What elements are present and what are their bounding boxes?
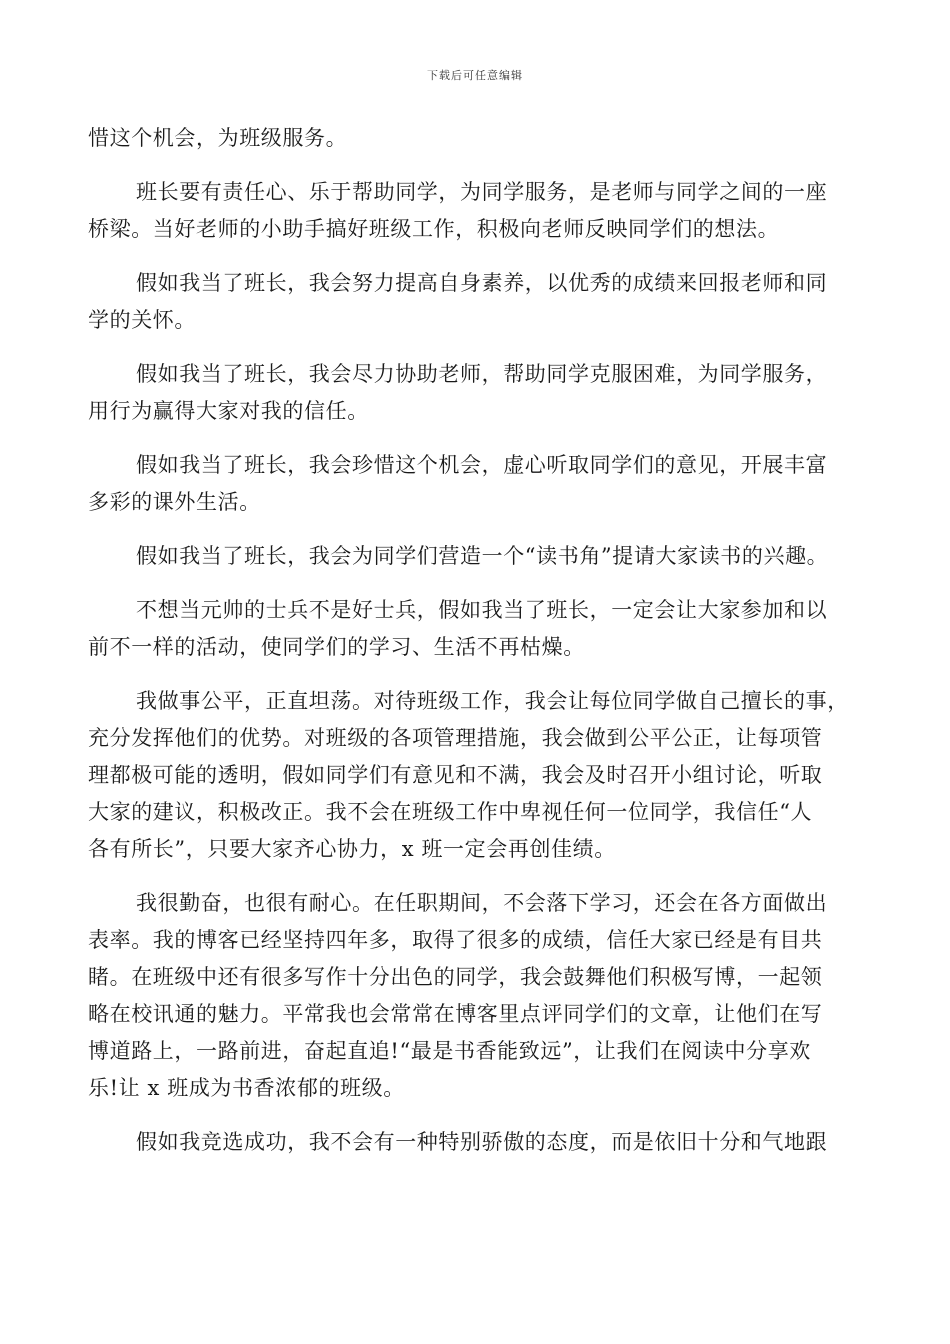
text-line: 我很勤奋，也很有耐心。在任职期间，不会落下学习，还会在各方面做出 [136, 891, 828, 915]
paragraph [88, 356, 864, 430]
text-line: 理都极可能的透明，假如同学们有意见和不满，我会及时召开小组讨论，听取 [88, 763, 823, 787]
text-line: 假如我当了班长，我会努力提高自身素养，以优秀的成绩来回报老师和同 [136, 271, 828, 295]
paragraph [88, 120, 864, 157]
paragraph [88, 447, 864, 521]
document-body [88, 120, 864, 1178]
text-line: 桥梁。当好老师的小助手搞好班级工作，积极向老师反映同学们的想法。 [88, 217, 780, 241]
text-line: 我做事公平，正直坦荡。对待班级工作，我会让每位同学做自己擅长的事， [136, 689, 849, 713]
text-line: 多彩的课外生活。 [88, 490, 261, 514]
paragraph [88, 885, 864, 1107]
text-line: 充分发挥他们的优势。对班级的各项管理措施，我会做到公平公正，让每项管 [88, 726, 823, 750]
text-line: 大家的建议，积极改正。我不会在班级工作中卑视任何一位同学，我信任“人 [88, 800, 813, 824]
text-line: 乐!让 x 班成为书香浓郁的班级。 [88, 1076, 405, 1100]
text-line: 学的关怀。 [88, 308, 196, 332]
paragraph [88, 174, 864, 248]
text-line: 假如我当了班长，我会为同学们营造一个“读书角”提请大家读书的兴趣。 [136, 544, 829, 568]
text-line: 博道路上，一路前进，奋起直追!“最是书香能致远”，让我们在阅读中分享欢 [88, 1039, 811, 1063]
paragraph [88, 683, 864, 868]
text-line: 各有所长”，只要大家齐心协力，x 班一定会再创佳绩。 [88, 837, 616, 861]
text-line: 用行为赢得大家对我的信任。 [88, 399, 369, 423]
text-line: 假如我当了班长，我会珍惜这个机会，虚心听取同学们的意见，开展丰富 [136, 453, 828, 477]
paragraph [88, 592, 864, 666]
text-line: 假如我当了班长，我会尽力协助老师，帮助同学克服困难，为同学服务， [136, 362, 828, 386]
text-line: 班长要有责任心、乐于帮助同学，为同学服务，是老师与同学之间的一座 [136, 180, 828, 204]
text-line: 前不一样的活动，使同学们的学习、生活不再枯燥。 [88, 635, 585, 659]
text-line: 惜这个机会，为班级服务。 [88, 126, 348, 150]
paragraph [88, 538, 864, 575]
text-line: 假如我竞选成功，我不会有一种特别骄傲的态度，而是依旧十分和气地跟 [136, 1130, 828, 1154]
text-line: 睹。在班级中还有很多写作十分出色的同学，我会鼓舞他们积极写博，一起领 [88, 965, 823, 989]
paragraph [88, 1124, 864, 1161]
text-line: 表率。我的博客已经坚持四年多，取得了很多的成绩，信任大家已经是有目共 [88, 928, 823, 952]
page-header: 下载后可任意编辑 [427, 69, 523, 82]
paragraph [88, 265, 864, 339]
text-line: 略在校讯通的魅力。平常我也会常常在博客里点评同学们的文章，让他们在写 [88, 1002, 823, 1026]
text-line: 不想当元帅的士兵不是好士兵，假如我当了班长，一定会让大家参加和以 [136, 598, 828, 622]
